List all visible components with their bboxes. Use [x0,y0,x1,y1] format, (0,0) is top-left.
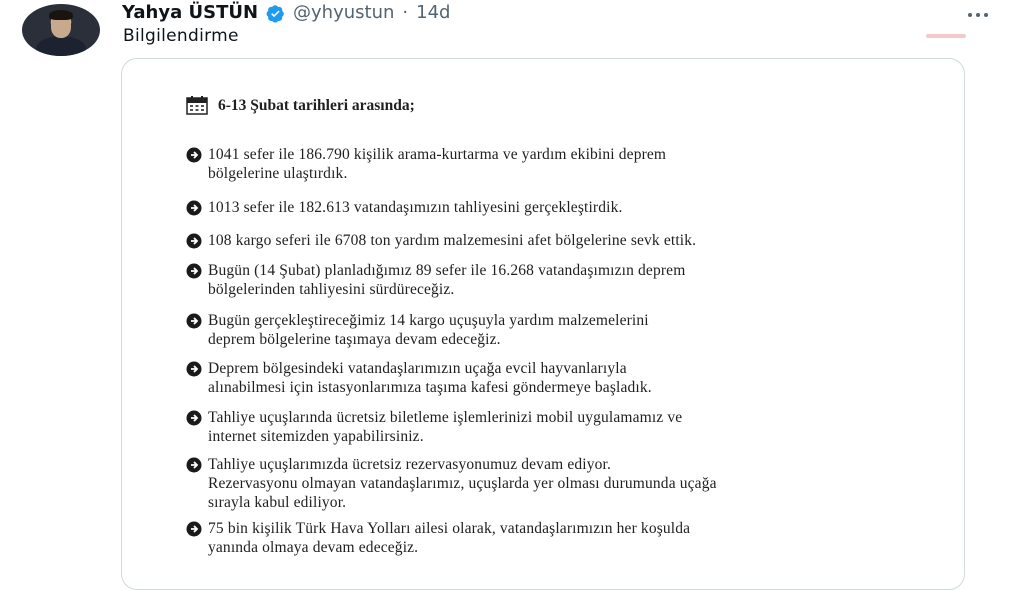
more-dot [968,13,972,17]
list-item [186,198,946,217]
avatar-suit [36,36,86,56]
list-item-text [208,231,696,250]
list-item-text [208,145,666,183]
list-item-line: 1013 sefer ile 182.613 vatandaşımızın tahliyesini gerçekleştirdik. [208,199,623,216]
document-heading [186,95,415,115]
list-item [186,519,946,557]
heading-text: 6-13 Şubat tarihleri arasında; [218,96,415,114]
list-item [186,231,946,250]
avatar-hair [49,10,73,20]
list-item [186,145,946,183]
list-item-text [208,408,682,446]
list-item-line: bölgelerine ulaştırdık. [208,165,348,182]
list-item-line: Deprem bölgesindeki vatandaşlarımızın uçağa evcil hayvanlarıyla [208,360,627,377]
author-avatar[interactable] [22,4,100,56]
list-item [186,359,946,397]
arrow-circle-icon [186,147,202,163]
list-item-text [208,261,685,299]
author-handle[interactable]: @yhyustun [293,2,395,23]
list-item-line: 75 bin kişilik Türk Hava Yolları ailesi olarak, vatandaşlarımızın her koşulda [208,520,691,537]
arrow-circle-icon [186,361,202,377]
arrow-circle-icon [186,521,202,537]
list-item-line: bölgelerinden tahliyesini sürdüreceğiz. [208,281,455,298]
list-item-line: alınabilmesi için istasyonlarımıza taşıma kafesi göndermeye başladık. [208,379,652,396]
arrow-circle-icon [186,233,202,249]
arrow-circle-icon [186,313,202,329]
list-item-line: deprem bölgelerine taşımaya devam edeceğiz. [208,331,501,348]
watermark-logo [926,34,966,38]
tweet-header [122,2,450,24]
list-item [186,261,946,299]
more-dot [976,13,980,17]
tweet-timestamp[interactable]: 14d [416,2,451,23]
list-item-text [208,198,623,217]
list-item-line: Bugün gerçekleştireceğimiz 14 kargo uçuşuyla yardım malzemelerini [208,312,649,329]
tweet-media-image[interactable] [121,58,965,590]
list-item-line: Bugün (14 Şubat) planladığımız 89 sefer ile 16.268 vatandaşımızın deprem [208,262,686,279]
calendar-icon [186,95,208,115]
more-dot [984,13,988,17]
list-item-text [208,519,690,557]
list-item-line: Tahliye uçuşlarında ücretsiz biletleme işlemlerinizi mobil uygulamamız ve [208,409,683,426]
arrow-circle-icon [186,263,202,279]
list-item [186,311,946,349]
list-item-line: yanında olmaya devam edeceğiz. [208,539,419,556]
list-item-text [208,359,652,397]
list-item [186,408,946,446]
list-item-line: Tahliye uçuşlarımızda ücretsiz rezervasyonumuz devam ediyor. [208,456,612,473]
list-item [186,455,946,512]
arrow-circle-icon [186,410,202,426]
list-item-text [208,455,717,512]
list-item-line: 108 kargo seferi ile 6708 ton yardım malzemesini afet bölgelerine sevk ettik. [208,232,697,249]
header-separator: · [402,2,409,23]
more-dots-icon[interactable] [960,4,996,26]
verified-badge-icon [266,4,285,23]
list-item-line: sırayla kabul ediliyor. [208,494,347,511]
arrow-circle-icon [186,457,202,473]
list-item-line: 1041 sefer ile 186.790 kişilik arama-kurtarma ve yardım ekibini deprem [208,146,667,163]
tweet-text: Bilgilendirme [123,26,239,46]
list-item-line: internet sitemizden yapabilirsiniz. [208,428,424,445]
list-item-text [208,311,649,349]
arrow-circle-icon [186,200,202,216]
list-item-line: Rezervasyonu olmayan vatandaşlarımız, uçuşlarda yer olması durumunda uçağa [208,475,717,492]
author-name[interactable]: Yahya ÜSTÜN [122,2,259,23]
